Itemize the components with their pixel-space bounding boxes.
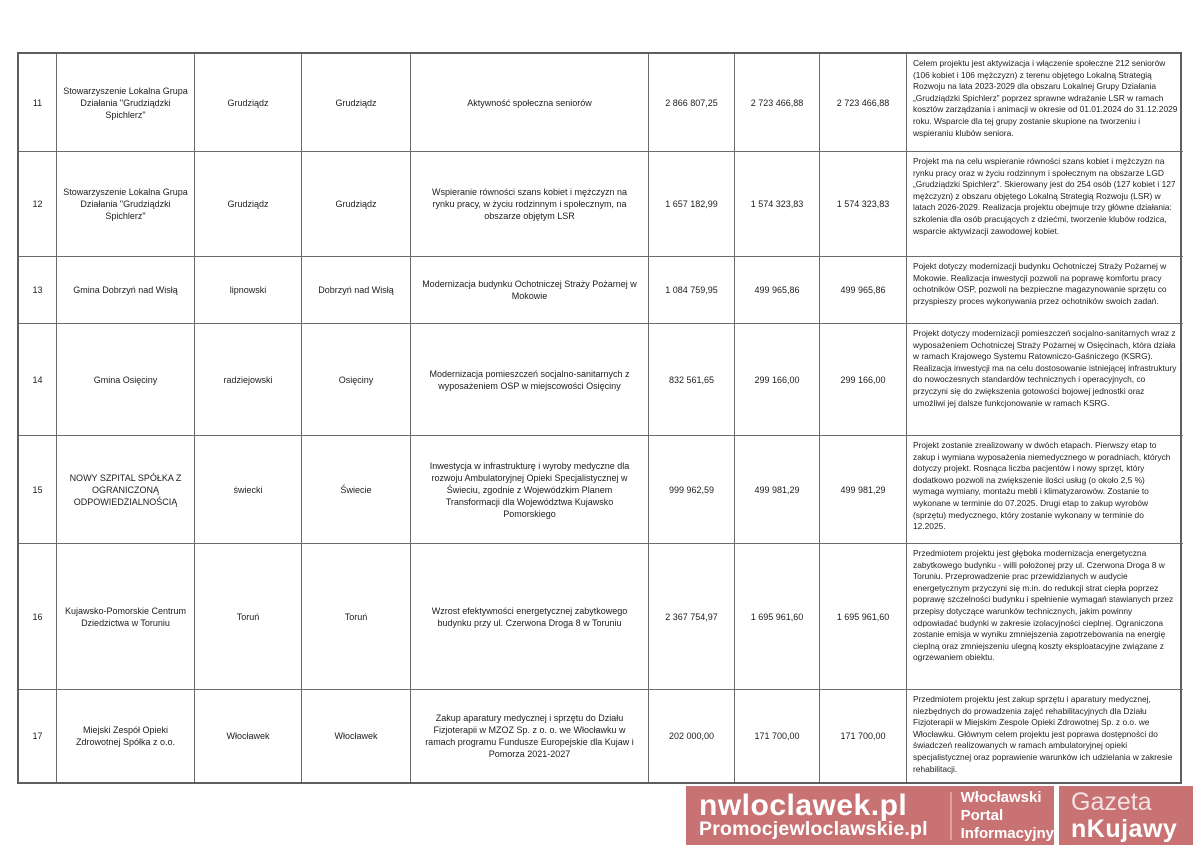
- funding-cell: 299 166,00: [735, 324, 820, 436]
- total-value-cell: 202 000,00: [649, 690, 735, 782]
- description-cell: Przedmiotem projektu jest zakup sprzętu i aparatury medycznej, niezbędnych do prowadzenia zajęć rehabilitacyjnych dla Działu Fizjoterapii w Miejskim Zespole Opieki Zdrowotnej Sp. z o.o. we Włocławku. Głównym celem projektu jest poprawa dostępności do świadczeń realizowanych w ramach ambulatoryjnej opieki specjalistycznej oraz poprawienie warunków ich udzielania w zakresie rehabilitacji.: [913, 694, 1173, 774]
- site-urls: [699, 788, 948, 840]
- district-cell: radziejowski: [195, 324, 302, 436]
- total-value-cell: 1 657 182,99: [649, 152, 735, 257]
- gazeta-nkujawy-logo: [1059, 786, 1193, 845]
- description-cell: Przedmiotem projektu jest głęboka modernizacja energetyczna zabytkowego budynku - willi położonej przy ul. Czerwona Droga 8 w Toruniu. Przeprowadzenie prac przewidzianych w audycie energetycznym przyczyni się m.in. do redukcji strat ciepła poprzez poprawę szczelności budynku i spełnienie wymagań stawianych przez przepisy dotyczące warunków technicznych, jakim powinny odpowiadać budynki w zakresie izolacyjności cieplnej. Ograniczona zostanie emisja w wyniku zmniejszenia zapotrzebowania na energię cieplną oraz zmniejszeniu ulegną koszty eksploatacyjne związane z ogrzewaniem obiektu.: [907, 544, 1183, 690]
- district-cell: lipnowski: [195, 257, 302, 324]
- description-cell: Projekt dotyczy modernizacji pomieszczeń socjalno-sanitarnych wraz z wyposażeniem Ochotniczej Straży Pożarnej w Osięcinach, która działa w ramach Krajowego Systemu Ratowniczo-Gaśniczego (KSRG). Realizacja inwestycji ma na celu dostosowanie istniejącej infrastruktury do nowoczesnych standardów technicznych i operacyjnych, co przyczyni się do zwiększenia gotowości bojowej jednostki oraz umożliwi jej dalsze funkcjonowanie w ramach KSRG.: [907, 324, 1183, 436]
- funding-cell: 499 965,86: [735, 257, 820, 324]
- nwloclawek-site-text: nwloclawek.pl: [699, 788, 908, 822]
- beneficiary-cell: Stowarzyszenie Lokalna Grupa Działania "Grudziądzki Spichlerz": [57, 54, 195, 152]
- row-number: 13: [19, 257, 57, 324]
- description-cell: Celem projektu jest aktywizacja i włączenie społeczne 212 seniorów (106 kobiet i 106 mężczyzn) z terenu objętego Lokalną Strategią Rozwoju na lata 2023-2029 dla obszaru Lokalnej Grupy Działania „Grudziądzki Spichlerz” poprzez sprawne wdrażanie LSR w ramach kosztów zarządzania i animacji w okresie od 01.01.2024 do 31.12.2029 roku. Wsparcie dla tej grupy zostanie skupione na tworzeniu i wspieraniu klubów seniora.: [907, 54, 1183, 152]
- total-value-cell: 832 561,65: [649, 324, 735, 436]
- contribution-cell: 299 166,00: [820, 324, 907, 436]
- total-value-cell: 999 962,59: [649, 436, 735, 544]
- contribution-cell: 1 695 961,60: [820, 544, 907, 690]
- city-cell: Toruń: [302, 544, 411, 690]
- contribution-cell: 2 723 466,88: [820, 54, 907, 152]
- city-cell: Świecie: [302, 436, 411, 544]
- beneficiary-cell: Stowarzyszenie Lokalna Grupa Działania "Grudziądzki Spichlerz": [57, 152, 195, 257]
- description-cell: Pojekt dotyczy modernizacji budynku Ochotniczej Straży Pożarnej w Mokowie. Realizacja inwestycji pozwoli na poprawę komfortu pracy ochotników OSP, pozwoli na bezpieczne magazynowanie sprzętu co przyspieszy proces wykonywania przez ochotników swoich zadań.: [907, 257, 1183, 324]
- row-number: 14: [19, 324, 57, 436]
- portal-line-1: Włocławski: [960, 788, 1042, 806]
- city-cell: Dobrzyń nad Wisłą: [302, 257, 411, 324]
- beneficiary-cell: NOWY SZPITAL SPÓŁKA Z OGRANICZONĄ ODPOWIEDZIALNOŚCIĄ: [57, 436, 195, 544]
- promocje-site-text: Promocjewloclawskie.pl: [699, 817, 928, 840]
- nwloclawek-logo: [686, 786, 1054, 845]
- portal-line-3: Informacyjny: [960, 824, 1054, 842]
- funding-cell: 2 723 466,88: [735, 54, 820, 152]
- project-title-cell: Aktywność społeczna seniorów: [411, 54, 649, 152]
- project-title-cell: Modernizacja pomieszczeń socjalno-sanitarnych z wyposażeniem OSP w miejscowości Osięciny: [411, 324, 649, 436]
- banner-divider: [950, 792, 952, 840]
- description-cell: Projekt ma na celu wspieranie równości szans kobiet i mężczyzn na rynku pracy oraz w życiu rodzinnym i społecznym na obszarze LGD „Grudziądzki Spichlerz”. Skierowany jest do 254 osób (127 kobiet i 127 mężczyzn) z obszaru objętego Lokalną Strategią Rozwoju (LSR) w latach 2026-2029. Realizacja projektu obejmuje trzy główne działania: szkolenia dla osób pracujących z dziećmi, tworzenie klubów rodzica, wsparcie aktywizacji zawodowej kobiet.: [907, 152, 1183, 257]
- city-cell: Osięciny: [302, 324, 411, 436]
- row-number: 15: [19, 436, 57, 544]
- city-cell: Grudziądz: [302, 152, 411, 257]
- city-cell: Grudziądz: [302, 54, 411, 152]
- funding-cell: 1 574 323,83: [735, 152, 820, 257]
- project-title-cell: Wspieranie równości szans kobiet i mężczyzn na rynku pracy, w życiu rodzinnym i społecznym, na obszarze objętym LSR: [411, 152, 649, 257]
- projects-table: [17, 52, 1182, 784]
- contribution-cell: 499 981,29: [820, 436, 907, 544]
- funding-cell: 499 981,29: [735, 436, 820, 544]
- project-title-cell: Modernizacja budynku Ochotniczej Straży Pożarnej w Mokowie: [411, 257, 649, 324]
- nkujawy-text: nKujawy: [1071, 814, 1178, 843]
- district-cell: Grudziądz: [195, 152, 302, 257]
- project-title-cell: Zakup aparatury medycznej i sprzętu do Działu Fizjoterapii w MZOZ Sp. z o. o. we Włocławku w ramach programu Fundusze Europejskie dla Kujaw i Pomorza 2021-2027: [411, 690, 649, 782]
- description-cell: Projekt zostanie zrealizowany w dwóch etapach. Pierwszy etap to zakup i wymiana wyposażenia niemedycznego w poradniach, których dotyczy projekt. Rosnąca liczba pacjentów i nowy sprzęt, który dodatkowo pozwoli na zwiększenie ilości usług (o około 2,5 %) wymaga wymiany, montażu mebli i klimatyzarowów. Zostanie to wykonane w terminie do 07.2025. Drugi etap to zakup wyrobów (sprzętu) medycznego, który zostanie wykonany w terminie do 12.2025.: [907, 436, 1183, 544]
- city-cell: Włocławek: [302, 690, 411, 782]
- contribution-cell: 171 700,00: [820, 690, 907, 782]
- row-number: 11: [19, 54, 57, 152]
- total-value-cell: 2 866 807,25: [649, 54, 735, 152]
- project-title-cell: Wzrost efektywności energetycznej zabytkowego budynku przy ul. Czerwona Droga 8 w Toruniu: [411, 544, 649, 690]
- district-cell: Toruń: [195, 544, 302, 690]
- beneficiary-cell: Gmina Osięciny: [57, 324, 195, 436]
- row-number: 16: [19, 544, 57, 690]
- portal-line-2: Portal: [960, 806, 1004, 824]
- total-value-cell: 2 367 754,97: [649, 544, 735, 690]
- contribution-cell: 1 574 323,83: [820, 152, 907, 257]
- beneficiary-cell: Miejski Zespół Opieki Zdrowotnej Spółka z o.o.: [57, 690, 195, 782]
- district-cell: Włocławek: [195, 690, 302, 782]
- beneficiary-cell: Kujawsko-Pomorskie Centrum Dziedzictwa w Toruniu: [57, 544, 195, 690]
- funding-cell: 171 700,00: [735, 690, 820, 782]
- row-number: 12: [19, 152, 57, 257]
- row-number: 17: [19, 690, 57, 782]
- project-title-cell: Inwestycja w infrastrukturę i wyroby medyczne dla rozwoju Ambulatoryjnej Opieki Specjalistycznej w Świeciu, zgodnie z Wojewódzkim Planem Transformacji dla Województwa Kujawsko Pomorskiego: [411, 436, 649, 544]
- district-cell: świecki: [195, 436, 302, 544]
- funding-cell: 1 695 961,60: [735, 544, 820, 690]
- contribution-cell: 499 965,86: [820, 257, 907, 324]
- total-value-cell: 1 084 759,95: [649, 257, 735, 324]
- gazeta-text: Gazeta: [1071, 787, 1152, 816]
- beneficiary-cell: Gmina Dobrzyń nad Wisłą: [57, 257, 195, 324]
- district-cell: Grudziądz: [195, 54, 302, 152]
- footer-watermark: [686, 786, 1193, 845]
- portal-caption: [961, 789, 1054, 843]
